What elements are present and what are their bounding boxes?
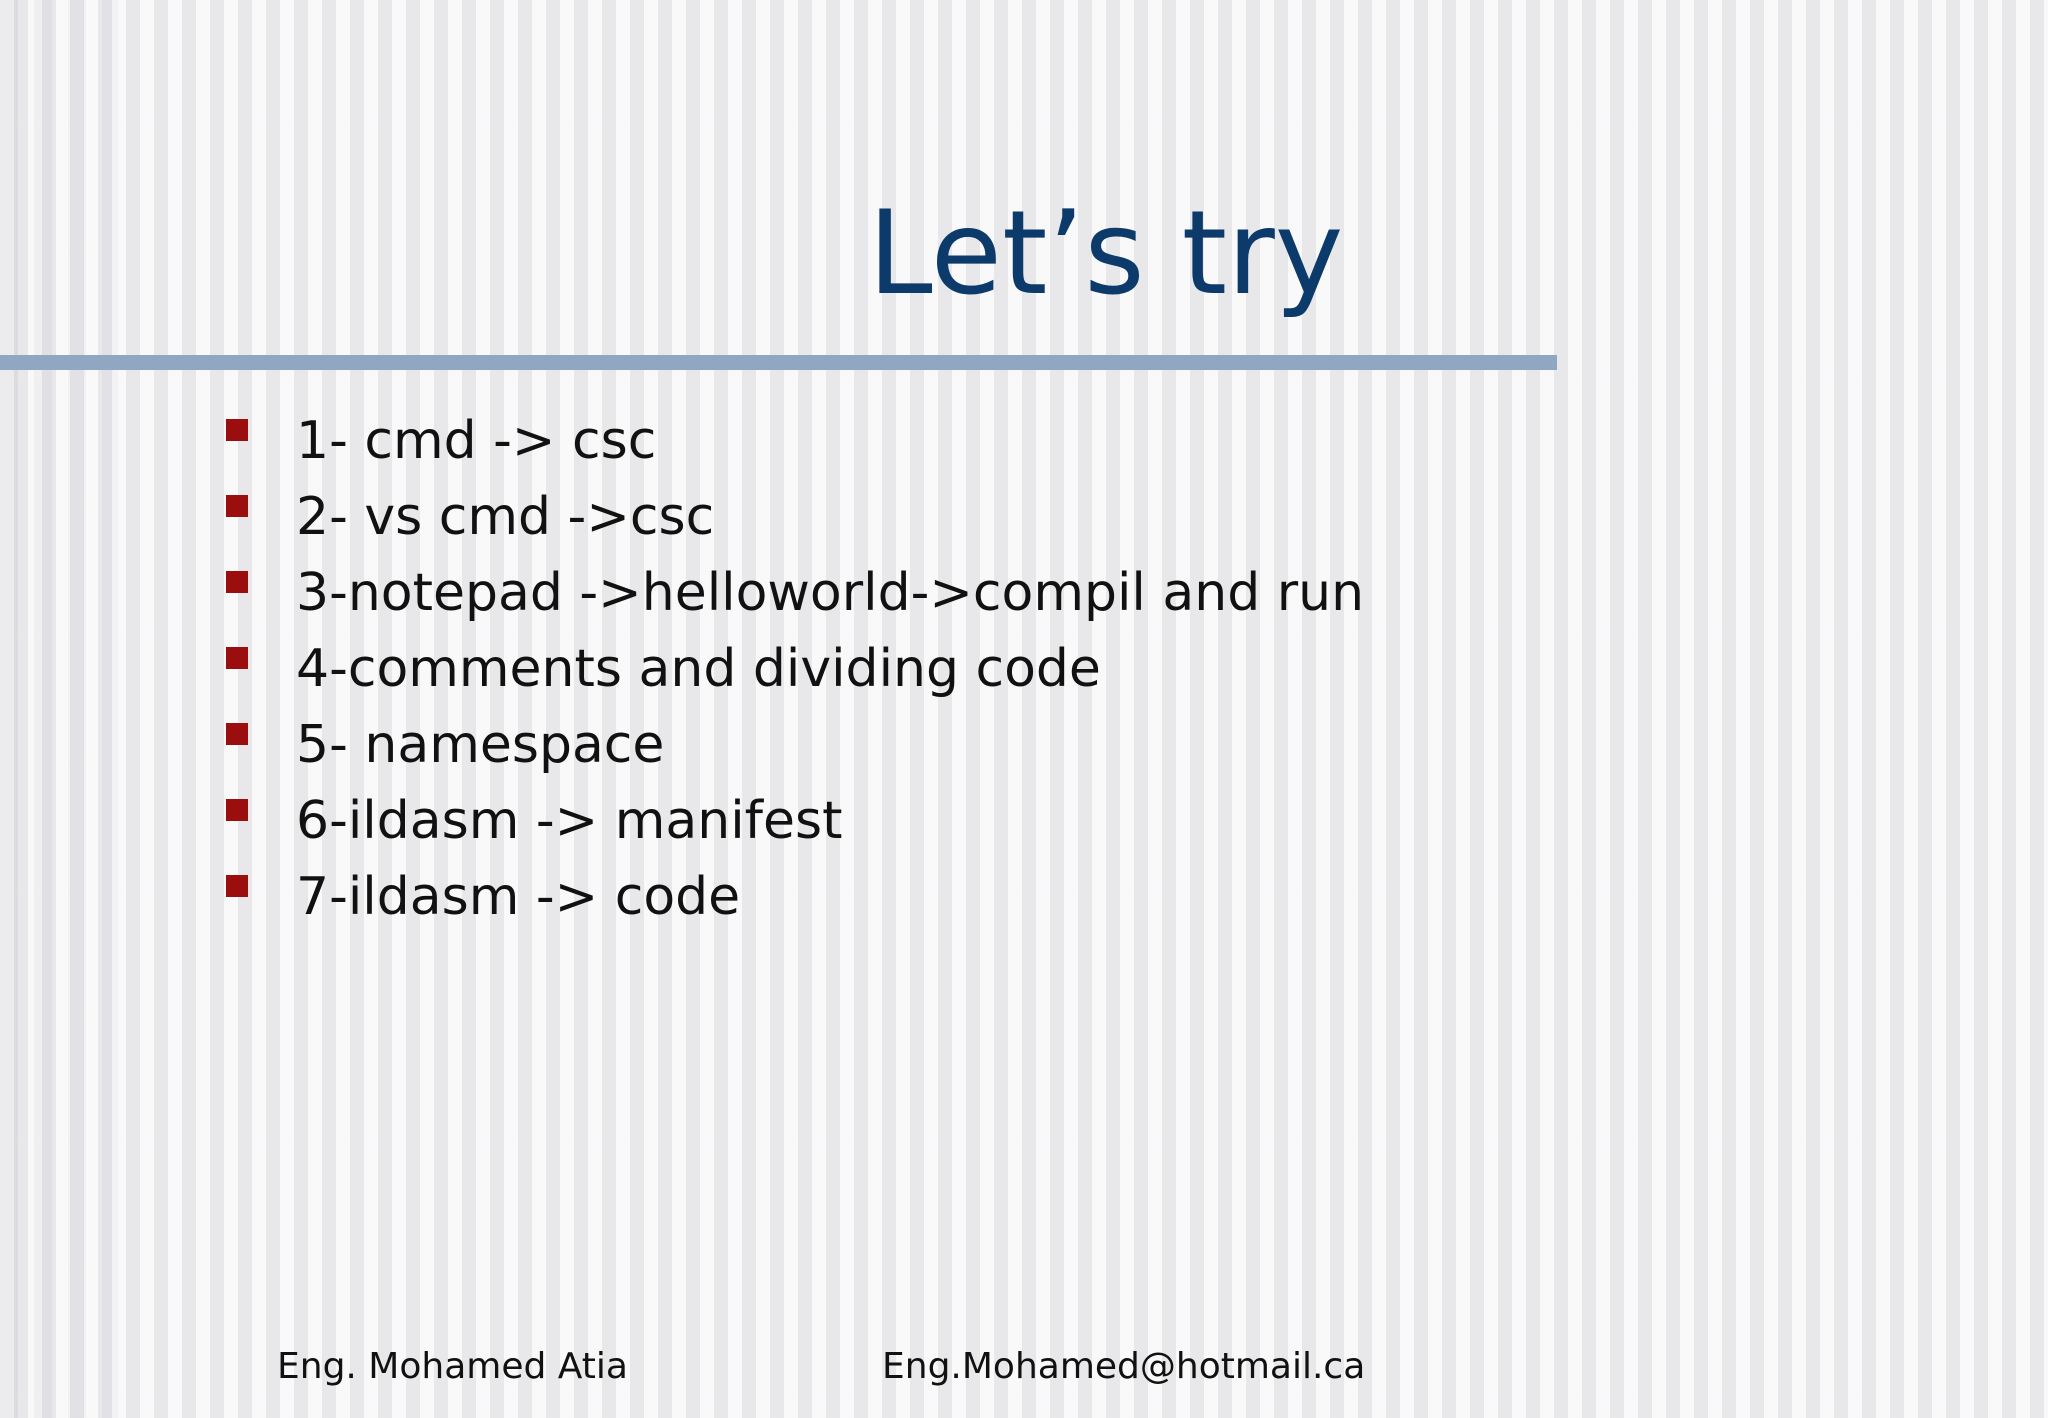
square-bullet-icon [226,495,248,517]
footer-email: Eng.Mohamed@hotmail.ca [882,1346,1366,1387]
slide-title: Let’s try [868,186,1344,321]
title-divider [0,355,1557,370]
footer-author: Eng. Mohamed Atia [277,1346,628,1387]
bullet-text: 1- cmd -> csc [296,411,657,471]
square-bullet-icon [226,723,248,745]
bullet-text: 7-ildasm -> code [296,867,741,927]
square-bullet-icon [226,419,248,441]
bullet-list [226,403,1364,935]
list-item [226,707,1364,783]
list-item [226,403,1364,479]
list-item [226,859,1364,935]
bullet-text: 5- namespace [296,715,665,775]
square-bullet-icon [226,799,248,821]
bullet-text: 4-comments and dividing code [296,639,1101,699]
list-item [226,783,1364,859]
bullet-text: 2- vs cmd ->csc [296,487,715,547]
bullet-text: 3-notepad ->helloworld->compil and run [296,563,1365,623]
bullet-text: 6-ildasm -> manifest [296,791,843,851]
list-item [226,479,1364,555]
square-bullet-icon [226,571,248,593]
list-item [226,631,1364,707]
square-bullet-icon [226,647,248,669]
list-item [226,555,1364,631]
square-bullet-icon [226,875,248,897]
